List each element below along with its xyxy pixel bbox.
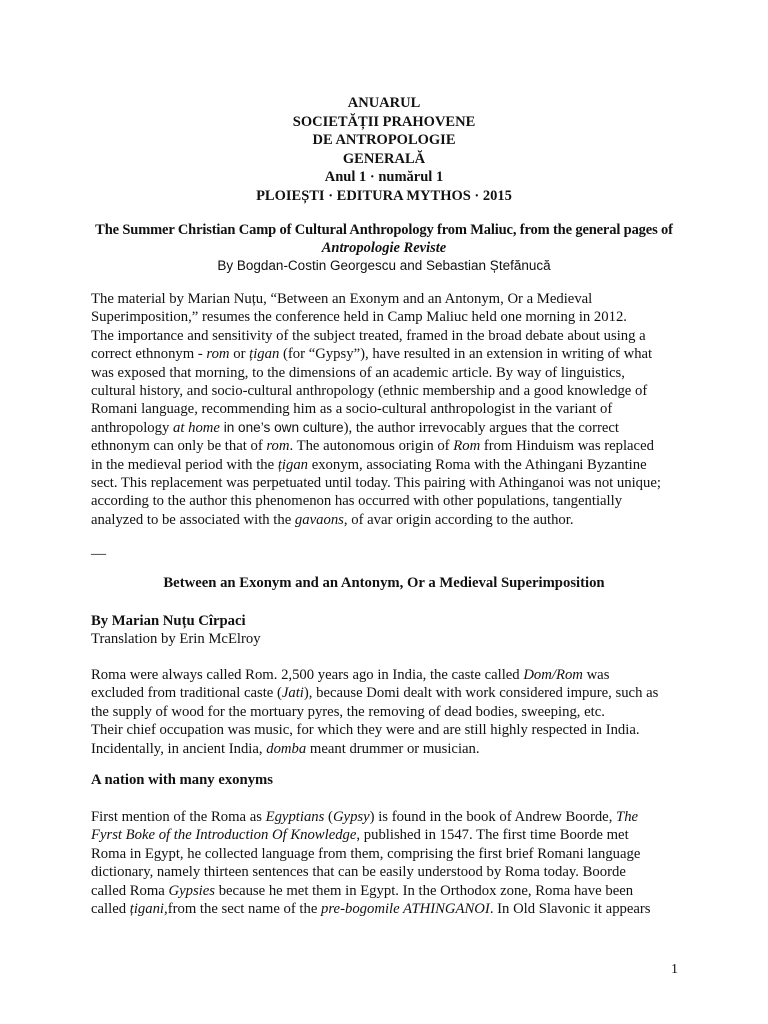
text-line: ethnonym can only be that of rom. The autonomous origin of Rom from Hinduism was replaced: [91, 438, 654, 455]
text-line: sect. This replacement was perpetuated until today. This pairing with Athinganoi was not unique;: [91, 475, 661, 492]
text-line: cultural history, and socio-cultural anthropology (ethnic membership and a good knowledge of: [91, 383, 648, 400]
masthead-line: ANUARUL: [347, 95, 421, 111]
section-divider: —: [91, 546, 106, 562]
text-line: was exposed that morning, to the dimensions of an academic article. By way of linguistics,: [91, 364, 625, 381]
text-line: called Roma Gypsies because he met them in Egypt. In the Orthodox zone, Roma have been: [91, 882, 634, 899]
translator-credit: Translation by Erin McElroy: [91, 631, 261, 648]
masthead-publisher: PLOIEȘTI · EDITURA MYTHOS · 2015: [256, 187, 512, 204]
page-number: 1: [671, 962, 678, 977]
masthead-line: DE ANTROPOLOGIE: [312, 132, 456, 149]
text-line: Fyrst Boke of the Introduction Of Knowledge, published in 1547. The first time Boorde met: [91, 827, 629, 844]
text-line: dictionary, namely thirteen sentences that can be easily understood by Roma today. Boorde: [91, 864, 626, 881]
text-line: Their chief occupation was music, for which they were and are still highly respected in India.: [91, 722, 640, 739]
article-title: The Summer Christian Camp of Cultural Anthropology from Maliuc, from the general pages of: [95, 222, 673, 238]
text-line: Romani language, recommending him as a socio-cultural anthropologist in the variant of: [91, 401, 613, 418]
text-line: Incidentally, in ancient India, domba meant drummer or musician.: [91, 740, 480, 757]
text-line: The material by Marian Nuțu, “Between an Exonym and an Antonym, Or a Medieval: [91, 291, 593, 307]
journal-name: Antropologie Reviste: [321, 239, 447, 256]
masthead-issue: Anul 1 · numărul 1: [324, 169, 444, 186]
author-block: [91, 612, 686, 649]
text-line: correct ethnonym - rom or țigan (for “Gypsy”), have resulted in an extension in writing of what: [91, 346, 653, 363]
text-line: First mention of the Roma as Egyptians (Gypsy) is found in the book of Andrew Boorde, The: [91, 809, 639, 825]
intro-paragraph: [91, 290, 686, 529]
author-name: By Marian Nuțu Cîrpaci: [91, 613, 246, 629]
text-line: Superimposition,” resumes the conference held in Camp Maliuc held one morning in 2012.: [91, 309, 627, 326]
text-line: Roma in Egypt, he collected language from them, comprising the first brief Romani language: [91, 845, 641, 862]
section-title: Between an Exonym and an Antonym, Or a Medieval Superimposition: [163, 575, 605, 591]
body-paragraph: [91, 666, 686, 758]
text-line: called țigani,from the sect name of the pre-bogomile ATHINGANOI. In Old Slavonic it appears: [91, 901, 651, 918]
text-line: The importance and sensitivity of the subject treated, framed in the broad debate about using a: [91, 327, 646, 344]
text-line: anthropology at home in one’s own culture), the author irrevocably argues that the correct: [91, 419, 620, 436]
text-line: analyzed to be associated with the gavaons, of avar origin according to the author.: [91, 511, 574, 528]
text-line: Roma were always called Rom. 2,500 years ago in India, the caste called Dom/Rom was: [91, 667, 610, 683]
masthead: [0, 94, 768, 206]
text-line: according to the author this phenomenon has occurred with other populations, tangentially: [91, 493, 623, 510]
body-paragraph: [91, 808, 686, 918]
article-byline: By Bogdan-Costin Georgescu and Sebastian Ștefănucă: [217, 258, 551, 273]
article-title-block: [60, 222, 708, 275]
text-line: excluded from traditional caste (Jati), because Domi dealt with work considered impure, such as: [91, 685, 659, 702]
subheading: A nation with many exonyms: [91, 772, 273, 788]
masthead-line: GENERALĂ: [342, 150, 426, 167]
text-line: the supply of wood for the mortuary pyres, the removing of dead bodies, sweeping, etc.: [91, 703, 605, 720]
masthead-line: SOCIETĂȚII PRAHOVENE: [292, 113, 476, 130]
text-line: in the medieval period with the țigan exonym, associating Roma with the Athingani Byzantine: [91, 456, 647, 473]
